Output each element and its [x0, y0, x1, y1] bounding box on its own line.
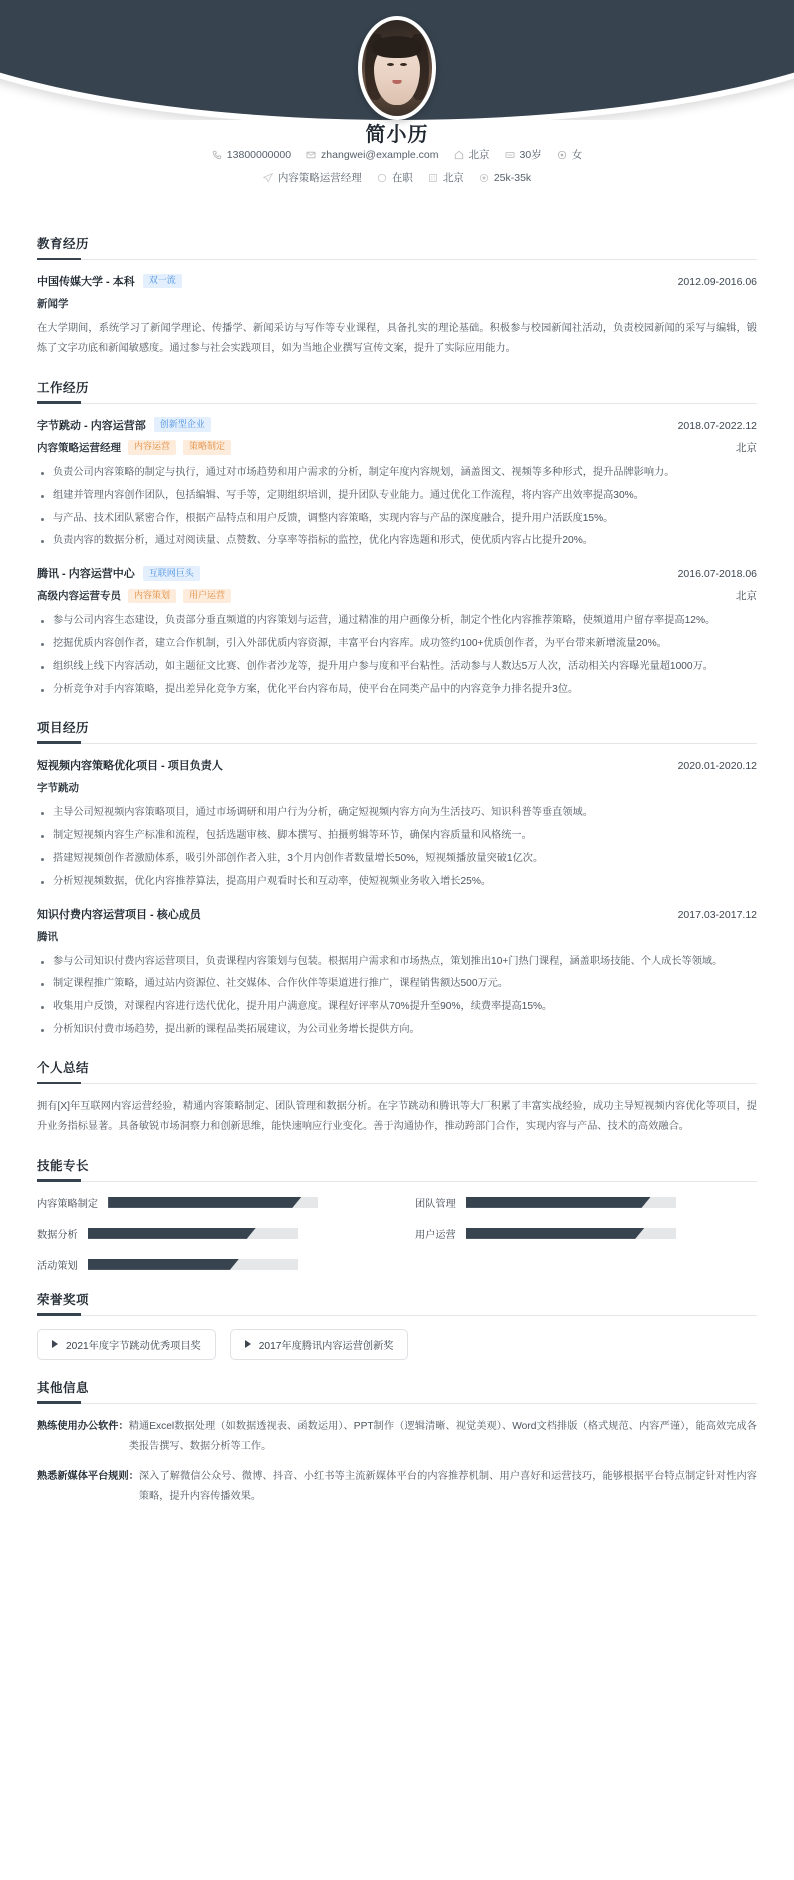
work-position-tag: 内容策划	[128, 589, 176, 604]
job-city	[428, 170, 464, 185]
project-date: 2017.03-2017.12	[677, 908, 757, 921]
project-bullet: 制定短视频内容生产标准和流程，包括选题审核、脚本撰写、拍摄剪辑等环节，确保内容质量和风格统一。	[37, 826, 757, 846]
avatar	[358, 16, 436, 120]
project-name: 知识付费内容运营项目 - 核心成员	[37, 908, 201, 921]
skill-row	[37, 1226, 379, 1241]
work-bullet: 参与公司内容生态建设，负责部分垂直频道的内容策划与运营，通过精准的用户画像分析，制定个性化内容推荐策略，使频道用户留存率提高12%。	[37, 611, 757, 631]
skill-label: 活动策划	[37, 1260, 78, 1272]
honor-item[interactable]	[230, 1329, 409, 1360]
summary-text: 拥有[X]年互联网内容运营经验，精通内容策略制定、团队管理和数据分析。在字节跳动和腾讯等大厂积累了丰富实战经验，成功主导短视频内容优化等项目，提升业务指标显著。具备敏锐市场洞察力和创新思维，能快速响应行业变化。善于沟通协作，推动跨部门合作，实现内容与产品、技术的高效融合。	[37, 1101, 757, 1133]
skill-label: 用户运营	[415, 1229, 456, 1241]
section-honors-title: 荣誉奖项	[37, 1292, 90, 1307]
work-position: 高级内容运营专员	[37, 590, 121, 603]
section-work	[37, 378, 757, 700]
skill-label: 团队管理	[415, 1198, 456, 1210]
work-bullet: 分析竞争对手内容策略，提出差异化竞争方案，优化平台内容布局，使平台在同类产品中的内容竞争力排名提升3位。	[37, 680, 757, 700]
education-date: 2012.09-2016.06	[677, 276, 757, 288]
avatar-fringe	[372, 36, 422, 58]
work-company-tag: 创新型企业	[154, 417, 211, 432]
status-icon	[377, 173, 387, 183]
work-company-tag: 互联网巨头	[143, 566, 200, 581]
project-bullet: 参与公司知识付费内容运营项目，负责课程内容策划与包装。根据用户需求和市场热点，策划推出10+门热门课程，涵盖职场技能、个人成长等领域。	[37, 952, 757, 972]
section-summary	[37, 1058, 757, 1138]
project-entry-left	[37, 906, 201, 922]
section-summary-title: 个人总结	[37, 1061, 90, 1076]
skill-fill	[88, 1228, 256, 1239]
contact-gender-value: 女	[571, 149, 583, 161]
project-bullet: 分析短视频数据，优化内容推荐算法，提高用户观看时长和互动率，使短视频业务收入增长25%。	[37, 872, 757, 892]
paper-plane-icon	[263, 173, 273, 183]
section-other-header	[37, 1378, 757, 1404]
skill-fill	[466, 1197, 651, 1208]
work-position-tag: 策略制定	[183, 440, 231, 455]
job-salary-value: 25k-35k	[493, 171, 532, 184]
mail-icon	[306, 150, 316, 160]
education-description: 在大学期间，系统学习了新闻学理论、传播学、新闻采访与写作等专业课程，具备扎实的理论基础。积极参与校园新闻社活动，负责校园新闻的采写与编辑，锻炼了文字功底和新闻敏感度。通过参与社会实践项目，如为当地企业撰写宣传文案，提升了实际应用能力。	[37, 323, 757, 355]
contact-gender	[557, 147, 583, 162]
honors-list	[37, 1329, 757, 1360]
skill-row	[37, 1195, 379, 1210]
job-target	[263, 170, 362, 185]
work-entry-left	[37, 417, 211, 433]
work-bullets	[37, 611, 757, 700]
project-bullet: 分析知识付费市场趋势，提出新的课程品类拓展建议，为公司业务增长提供方向。	[37, 1020, 757, 1040]
project-org: 字节跳动	[37, 781, 79, 794]
education-entry	[37, 273, 757, 360]
gender-icon	[557, 150, 567, 160]
contact-email	[306, 149, 438, 161]
work-entry-left	[37, 565, 200, 581]
skill-track	[108, 1197, 318, 1208]
page-title: 简小历	[365, 124, 429, 146]
work-entry-sub	[37, 440, 757, 455]
skill-label: 内容策略制定	[37, 1198, 99, 1210]
project-bullet: 收集用户反馈，对课程内容进行迭代优化，提升用户满意度。课程好评率从70%提升至90%，续费率提高15%。	[37, 997, 757, 1017]
skill-track	[88, 1259, 298, 1270]
section-summary-header	[37, 1058, 757, 1084]
skill-row	[37, 1257, 379, 1272]
avatar-photo	[362, 20, 432, 116]
skill-row	[415, 1226, 757, 1241]
education-entry-top	[37, 273, 757, 289]
work-position-tag: 内容运营	[128, 440, 176, 455]
skill-fill	[108, 1197, 301, 1208]
section-education-header	[37, 234, 757, 260]
contact-age	[505, 147, 542, 162]
work-position-tag: 用户运营	[183, 589, 231, 604]
job-salary	[479, 172, 531, 184]
project-bullet: 搭建短视频创作者激励体系，吸引外部创作者入驻，3个月内创作者数量增长50%，短视频播放量突破1亿次。	[37, 849, 757, 869]
section-other	[37, 1378, 757, 1507]
contact-age-value: 30岁	[519, 149, 542, 161]
other-info-text: 深入了解微信公众号、微博、抖音、小红书等主流新媒体平台的内容推荐机制、用户喜好和运营技巧，能够根据平台特点制定针对性内容策略，提升内容传播效果。	[138, 1470, 757, 1502]
education-entry-left	[37, 273, 182, 289]
work-entry-sub-left	[37, 588, 231, 603]
work-date: 2016.07-2018.06	[677, 568, 757, 581]
other-info-item	[37, 1467, 757, 1507]
job-status	[377, 170, 413, 185]
project-bullet: 主导公司短视频内容策略项目，通过市场调研和用户行为分析，确定短视频内容方向为生活技巧、知识科普等垂直领域。	[37, 803, 757, 823]
contact-email-value: zhangwei@example.com	[321, 148, 439, 161]
section-skills	[37, 1156, 757, 1272]
project-bullets	[37, 803, 757, 892]
work-entry	[37, 417, 757, 552]
skill-row	[415, 1195, 757, 1210]
honor-label: 2017年度腾讯内容运营创新奖	[258, 1340, 394, 1352]
project-name: 短视频内容策略优化项目 - 项目负责人	[37, 759, 223, 772]
skill-track	[466, 1228, 676, 1239]
section-education	[37, 234, 757, 360]
work-entry-top	[37, 417, 757, 433]
project-entry	[37, 757, 757, 892]
avatar-mouth	[393, 80, 402, 84]
contact-row-primary	[0, 147, 794, 162]
play-triangle-icon	[245, 1340, 251, 1348]
project-entry	[37, 906, 757, 1041]
other-info-label: 熟悉新媒体平台规则：	[37, 1470, 139, 1482]
other-info-label: 熟练使用办公软件：	[37, 1420, 129, 1432]
skill-fill	[88, 1259, 239, 1270]
work-position: 内容策略运营经理	[37, 441, 121, 454]
contact-phone	[212, 149, 291, 161]
section-project-title: 项目经历	[37, 720, 90, 735]
work-date: 2018.07-2022.12	[677, 419, 757, 432]
contact-city	[454, 147, 490, 162]
work-entry-sub-left	[37, 440, 231, 455]
other-info-item	[37, 1417, 757, 1457]
work-bullet: 组织线上线下内容活动，如主题征文比赛、创作者沙龙等，提升用户参与度和平台粘性。活动参与人数达5万人次，活动相关内容曝光量超1000万。	[37, 657, 757, 677]
honor-label: 2021年度字节跳动优秀项目奖	[66, 1340, 201, 1352]
education-tag: 双一流	[143, 274, 182, 289]
work-company: 腾讯 - 内容运营中心	[37, 568, 135, 581]
work-entry-sub	[37, 588, 757, 603]
work-bullet: 负责内容的数据分析，通过对阅读量、点赞数、分享率等指标的监控，优化内容选题和形式，使优质内容占比提升20%。	[37, 531, 757, 551]
work-entry-top	[37, 565, 757, 581]
resume-body	[0, 234, 794, 1536]
project-bullets	[37, 952, 757, 1041]
job-city-value: 北京	[442, 172, 464, 184]
contact-phone-value: 13800000000	[226, 148, 292, 161]
skill-track	[88, 1228, 298, 1239]
honor-item[interactable]	[37, 1329, 216, 1360]
section-other-title: 其他信息	[37, 1380, 90, 1395]
play-triangle-icon	[52, 1340, 58, 1348]
section-skills-title: 技能专长	[37, 1158, 90, 1173]
work-bullet: 负责公司内容策略的制定与执行，通过对市场趋势和用户需求的分析，制定年度内容规划，涵盖图文、视频等多种形式，提升品牌影响力。	[37, 463, 757, 483]
home-icon	[454, 150, 464, 160]
work-bullet: 组建并管理内容创作团队，包括编辑、写手等，定期组织培训，提升团队专业能力。通过优化工作流程，将内容产出效率提高30%。	[37, 486, 757, 506]
project-entry-top	[37, 906, 757, 922]
contact-row-secondary	[0, 170, 794, 185]
work-location: 北京	[736, 441, 757, 454]
work-company: 字节跳动 - 内容运营部	[37, 419, 146, 432]
project-bullet: 制定课程推广策略，通过站内资源位、社交媒体、合作伙伴等渠道进行推广，课程销售额达500万元。	[37, 974, 757, 994]
work-entry	[37, 565, 757, 700]
project-org: 腾讯	[37, 930, 58, 943]
work-bullets	[37, 463, 757, 552]
project-date: 2020.01-2020.12	[677, 759, 757, 772]
skill-track	[466, 1197, 676, 1208]
building-icon	[428, 173, 438, 183]
section-project	[37, 718, 757, 1040]
education-major: 新闻学	[37, 298, 69, 310]
job-target-value: 内容策略运营经理	[277, 172, 362, 184]
section-work-header	[37, 378, 757, 404]
section-honors-header	[37, 1290, 757, 1316]
salary-icon	[479, 173, 489, 183]
job-status-value: 在职	[391, 172, 413, 184]
skills-grid	[37, 1195, 757, 1272]
id-card-icon	[505, 150, 515, 160]
work-bullet: 与产品、技术团队紧密合作，根据产品特点和用户反馈，调整内容策略，实现内容与产品的深度融合，提升用户活跃度15%。	[37, 509, 757, 529]
section-education-title: 教育经历	[37, 237, 90, 251]
section-project-header	[37, 718, 757, 744]
work-bullet: 挖掘优质内容创作者，建立合作机制，引入外部优质内容资源，丰富平台内容库。成功签约100+优质创作者，为平台带来新增流量20%。	[37, 634, 757, 654]
project-entry-top	[37, 757, 757, 773]
work-location: 北京	[736, 590, 757, 603]
skill-label: 数据分析	[37, 1229, 78, 1241]
project-entry-left	[37, 757, 223, 773]
resume-header	[0, 0, 794, 216]
contact-city-value: 北京	[468, 149, 490, 161]
education-school: 中国传媒大学 - 本科	[37, 276, 135, 288]
section-honors	[37, 1290, 757, 1360]
skill-fill	[466, 1228, 645, 1239]
other-info-text: 精通Excel数据处理（如数据透视表、函数运用）、PPT制作（逻辑清晰、视觉美观）、Word文档排版（格式规范、内容严谨），能高效完成各类报告撰写、数据分析等工作。	[128, 1420, 757, 1452]
section-work-title: 工作经历	[37, 380, 90, 395]
phone-icon	[212, 150, 222, 160]
section-skills-header	[37, 1156, 757, 1182]
